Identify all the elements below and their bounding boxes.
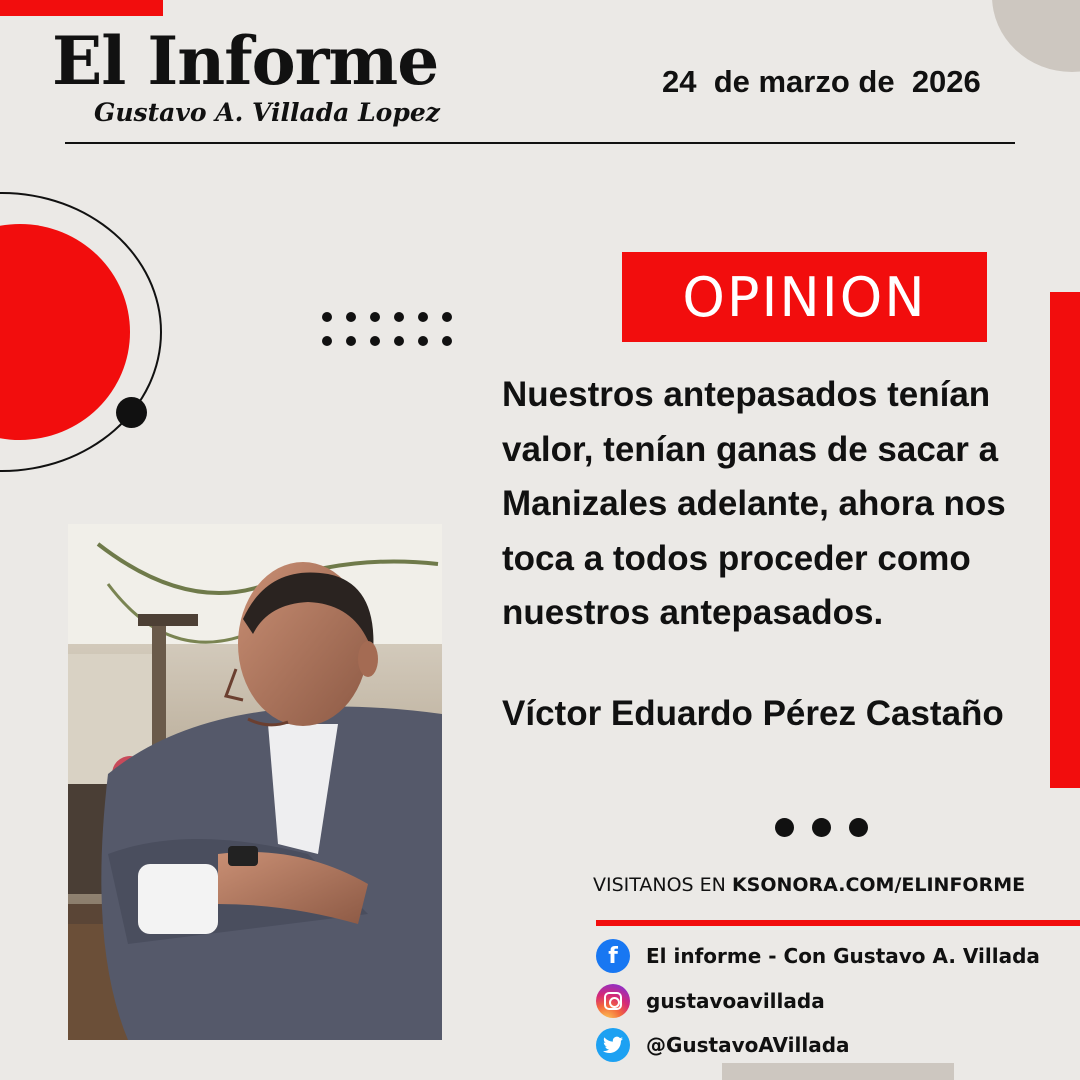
three-dots-decor xyxy=(775,818,868,837)
brand-subtitle: Gustavo A. Villada Lopez xyxy=(94,98,440,127)
header-divider xyxy=(65,142,1015,144)
quote-text: Nuestros antepasados tenían valor, tenían ganas de sacar a Manizales adelante, ahora nos toca a todos proceder como nuestros antepasados. xyxy=(502,375,1006,632)
twitter-icon xyxy=(596,1028,630,1062)
twitter-label: @GustavoAVillada xyxy=(646,1033,850,1057)
facebook-row[interactable] xyxy=(596,939,1040,973)
opinion-badge: OPINION xyxy=(622,252,987,342)
quote-author: Víctor Eduardo Pérez Castaño xyxy=(502,694,1004,733)
visit-prefix: VISITANOS EN xyxy=(593,874,726,896)
dots-grid-decor xyxy=(322,312,458,346)
author-photo xyxy=(68,524,442,1040)
facebook-label: El informe - Con Gustavo A. Villada xyxy=(646,944,1040,968)
bottom-decor-bar xyxy=(722,1063,954,1080)
facebook-icon: f xyxy=(596,939,630,973)
author-photo-illustration xyxy=(68,524,442,1040)
black-dot-decor xyxy=(116,397,147,428)
instagram-row[interactable] xyxy=(596,984,825,1018)
right-red-bar xyxy=(1050,292,1080,788)
footer-red-divider xyxy=(596,920,1080,926)
brand-title: El Informe xyxy=(52,22,439,100)
visit-website-line xyxy=(593,874,1025,896)
top-right-decor-circle xyxy=(992,0,1080,72)
instagram-label: gustavoavillada xyxy=(646,989,825,1013)
publication-date: 24 de marzo de 2026 xyxy=(662,64,981,99)
website-link[interactable]: KSONORA.COM/ELINFORME xyxy=(731,874,1026,896)
instagram-icon xyxy=(596,984,630,1018)
top-red-bar xyxy=(0,0,163,16)
twitter-row[interactable] xyxy=(596,1028,850,1062)
